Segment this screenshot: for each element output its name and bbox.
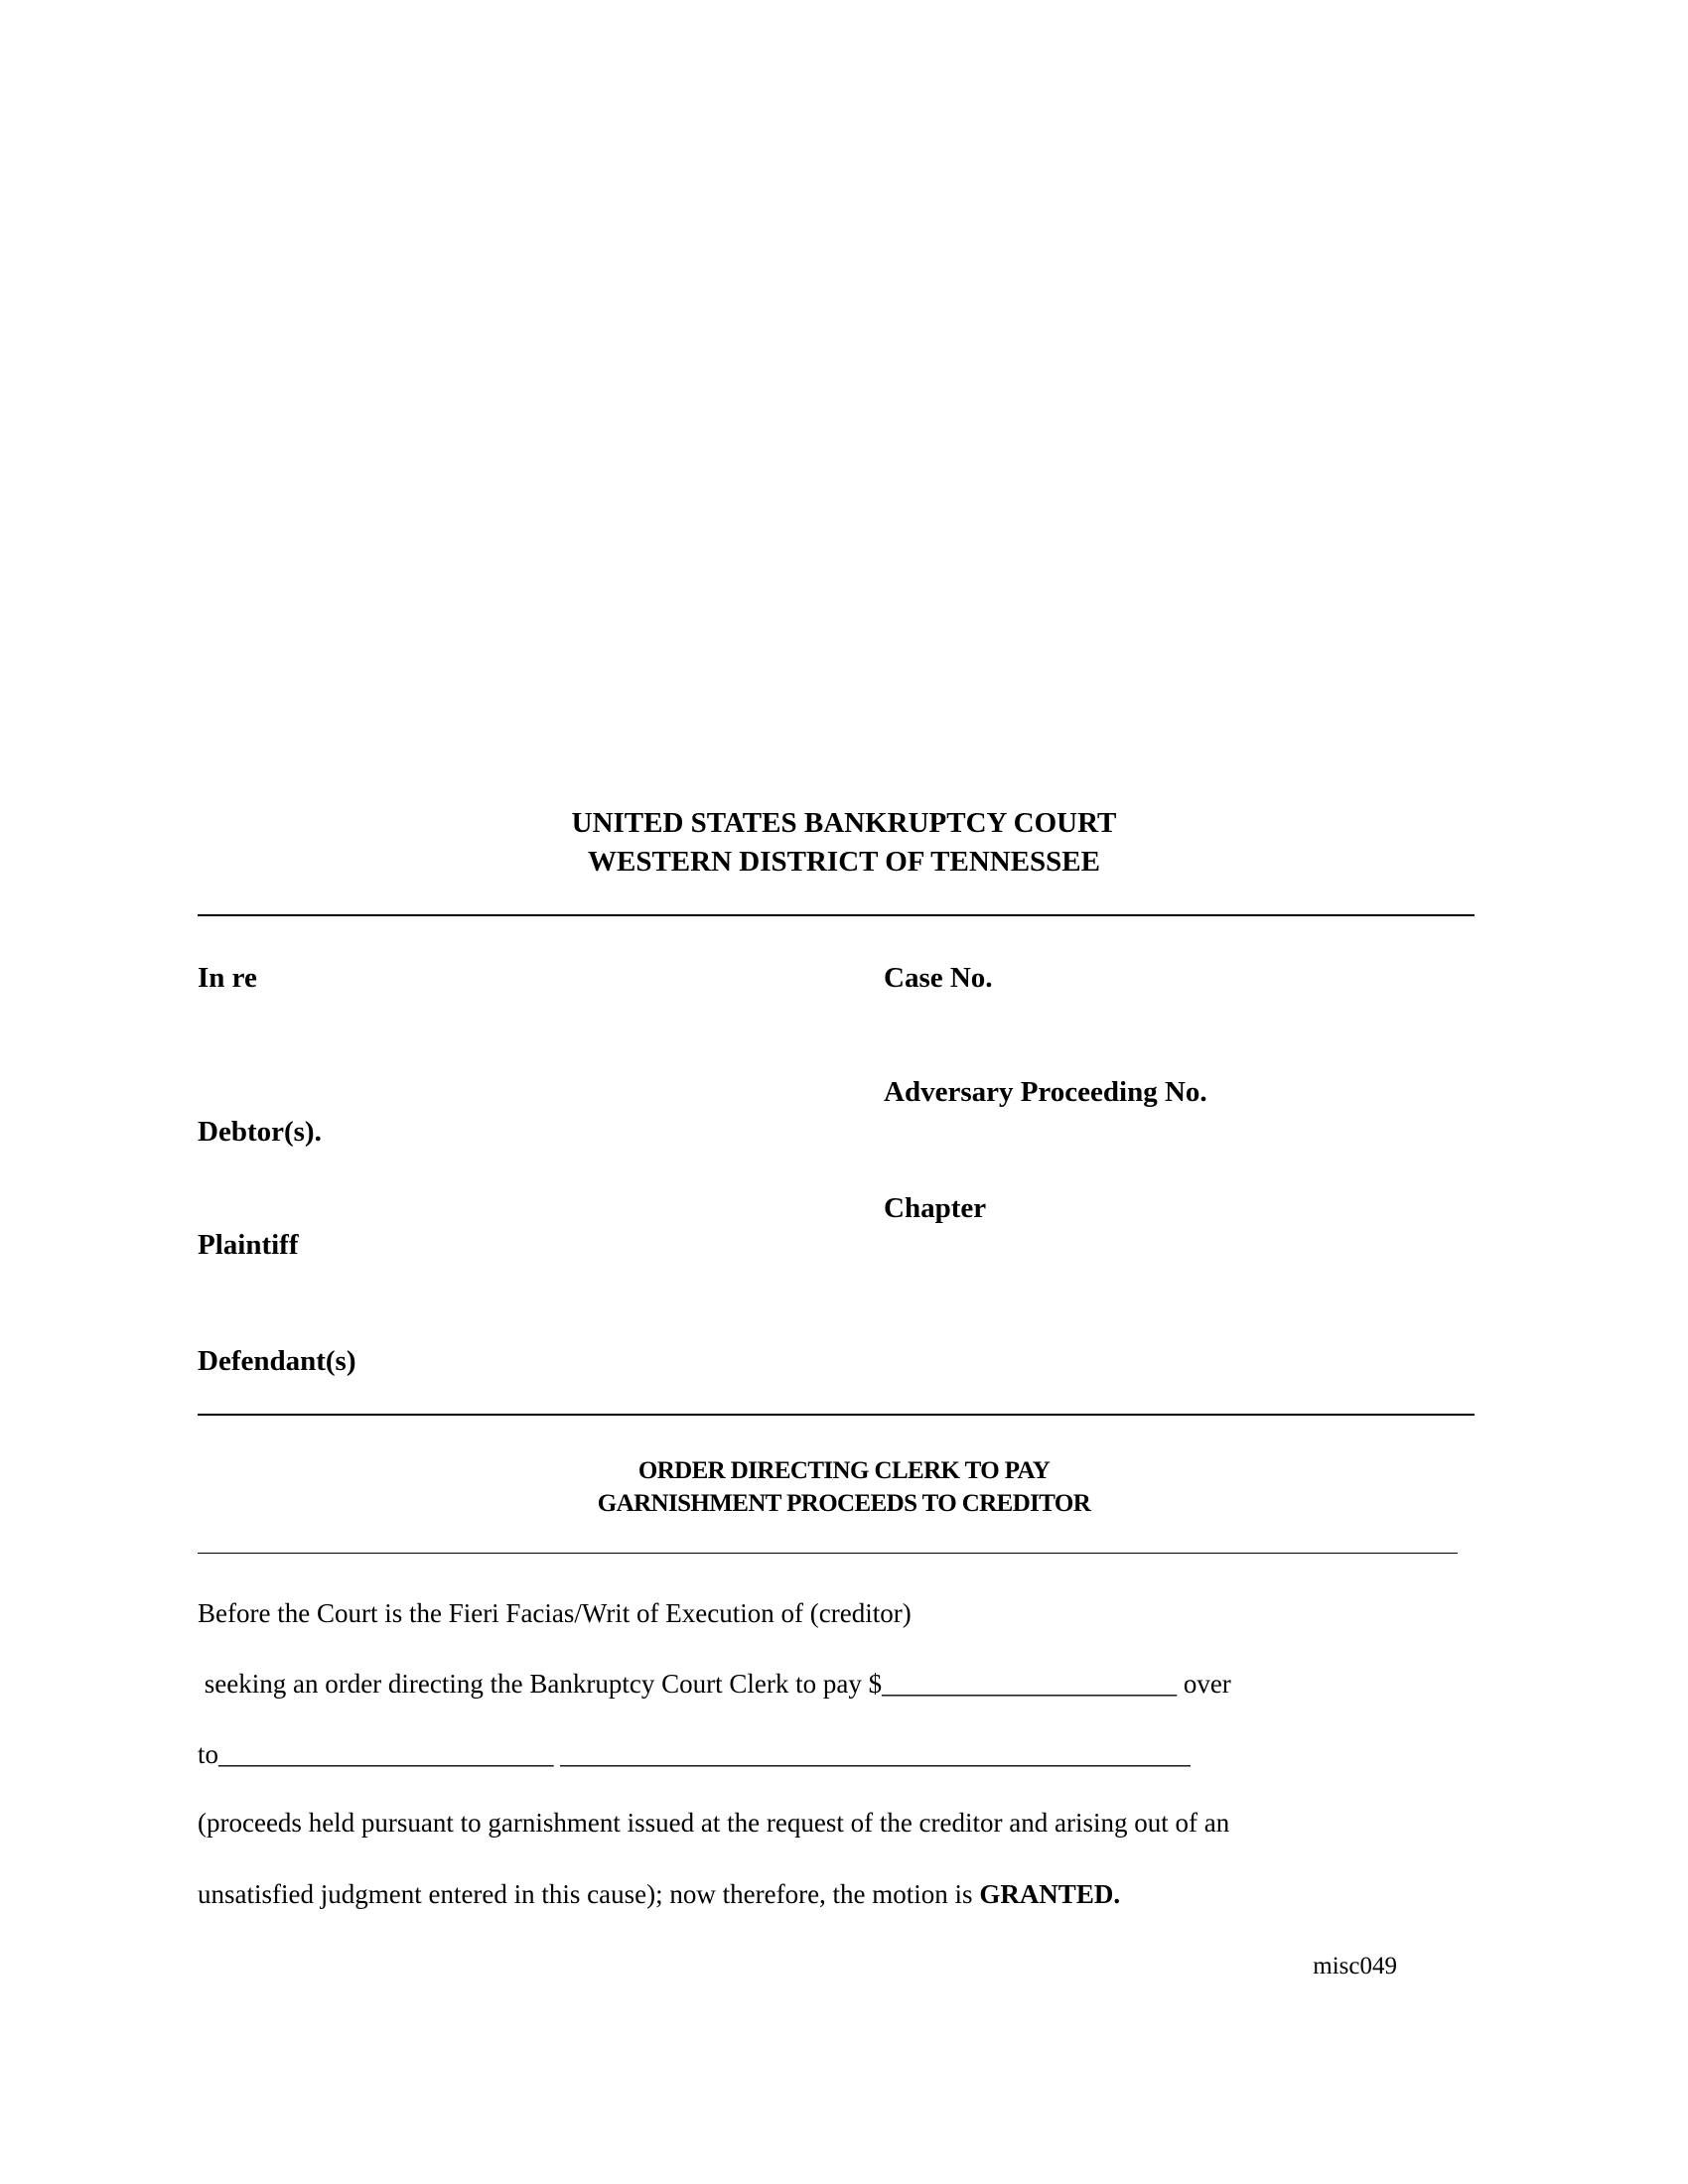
body-line-4: (proceeds held pursuant to garnishment issued at the request of the creditor and arising out of an xyxy=(198,1808,1230,1838)
granted-text: GRANTED. xyxy=(979,1879,1121,1909)
adversary-proceeding-label: Adversary Proceeding No. xyxy=(884,1076,1207,1108)
body-line-1: Before the Court is the Fieri Facias/Writ of Execution of (creditor) xyxy=(198,1598,912,1628)
chapter-label: Chapter xyxy=(884,1192,987,1224)
divider-middle xyxy=(198,1414,1475,1416)
divider-top xyxy=(198,914,1475,916)
case-number-label: Case No. xyxy=(884,962,993,994)
divider-order xyxy=(198,1553,1458,1554)
defendants-label: Defendant(s) xyxy=(198,1345,356,1377)
body-line-5-text: unsatisfied judgment entered in this cause); now therefore, the motion is xyxy=(198,1879,980,1909)
body-line-5 xyxy=(198,1877,1120,1911)
body-line-3: to_________________________ _______________________________________________ xyxy=(198,1739,1191,1769)
order-title-line1: ORDER DIRECTING CLERK TO PAY xyxy=(637,1457,1051,1484)
court-name: UNITED STATES BANKRUPTCY COURT xyxy=(571,807,1117,839)
in-re-label: In re xyxy=(198,962,257,994)
debtors-label: Debtor(s). xyxy=(198,1116,322,1148)
form-id: misc049 xyxy=(1313,1953,1397,1979)
order-title-line2: GARNISHMENT PROCEEDS TO CREDITOR xyxy=(597,1490,1091,1517)
plaintiff-label: Plaintiff xyxy=(198,1229,299,1261)
body-line-2: seeking an order directing the Bankruptcy Court Clerk to pay $______________________ over xyxy=(198,1669,1231,1699)
court-district: WESTERN DISTRICT OF TENNESSEE xyxy=(587,846,1100,878)
